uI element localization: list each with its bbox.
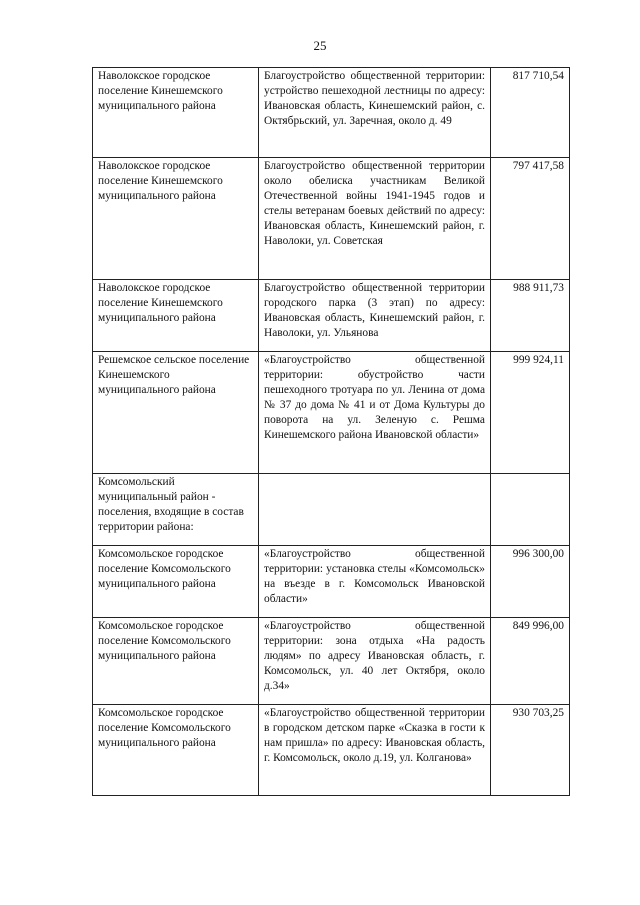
table-row [93,280,570,352]
amount-cell: 999 924,11 [491,352,570,474]
description-cell [259,474,491,546]
table-row [93,546,570,618]
page-number: 25 [313,38,327,53]
description-cell: Благоустройство общественной территории около обелиска участникам Великой Отечественной войны 1941-1945 годов и стелы ветеранам боевых действий по адресу: Ивановская область, Кинешемский район, г. Наволоки, ул. Советская [259,158,491,280]
amount-cell: 930 703,25 [491,705,570,796]
description-cell: «Благоустройство общественной территории: зона отдыха «На радость людям» по адресу Ивановская область, г. Комсомольск, ул. 40 лет Октября, около д.34» [259,618,491,705]
settlement-cell: Решемское сельское поселение Кинешемского муниципального района [93,352,259,474]
amount-cell [491,474,570,546]
settlement-cell: Комсомольское городское поселение Комсомольского муниципального района [93,546,259,618]
description-cell: Благоустройство общественной территории: устройство пешеходной лестницы по адресу: Ивановская область, Кинешемский район, с. Октябрьский, ул. Заречная, около д. 49 [259,68,491,158]
table-row [93,705,570,796]
table-row [93,352,570,474]
settlement-cell: Наволокское городское поселение Кинешемского муниципального района [93,68,259,158]
settlement-cell: Комсомольское городское поселение Комсомольского муниципального района [93,618,259,705]
description-cell: «Благоустройство общественной территории: обустройство части пешеходного тротуара по ул. Ленина от дома № 37 до дома № 41 и от Дома Культуры до поворота на ул. Зеленую с. Решма Кинешемского района Ивановской области» [259,352,491,474]
district-heading-cell: Комсомольский муниципальный район - поселения, входящие в состав территории района: [93,474,259,546]
amount-cell: 817 710,54 [491,68,570,158]
amount-cell: 988 911,73 [491,280,570,352]
amount-cell: 996 300,00 [491,546,570,618]
amount-cell: 797 417,58 [491,158,570,280]
table-row [93,68,570,158]
table-row [93,618,570,705]
subsidy-table [92,67,570,796]
settlement-cell: Наволокское городское поселение Кинешемского муниципального района [93,280,259,352]
amount-cell: 849 996,00 [491,618,570,705]
description-cell: «Благоустройство общественной территории: установка стелы «Комсомольск» на въезде в г. Комсомольск Ивановской области» [259,546,491,618]
description-cell: Благоустройство общественной территории городского парка (3 этап) по адресу: Ивановская область, Кинешемский район, г. Наволоки, ул. Ульянова [259,280,491,352]
settlement-cell: Комсомольское городское поселение Комсомольского муниципального района [93,705,259,796]
settlement-cell: Наволокское городское поселение Кинешемского муниципального района [93,158,259,280]
table-row [93,158,570,280]
district-heading-row [93,474,570,546]
description-cell: «Благоустройство общественной территории в городском детском парке «Сказка в гости к нам пришла» по адресу: Ивановская область, г. Комсомольск, около д.19, ул. Колганова» [259,705,491,796]
